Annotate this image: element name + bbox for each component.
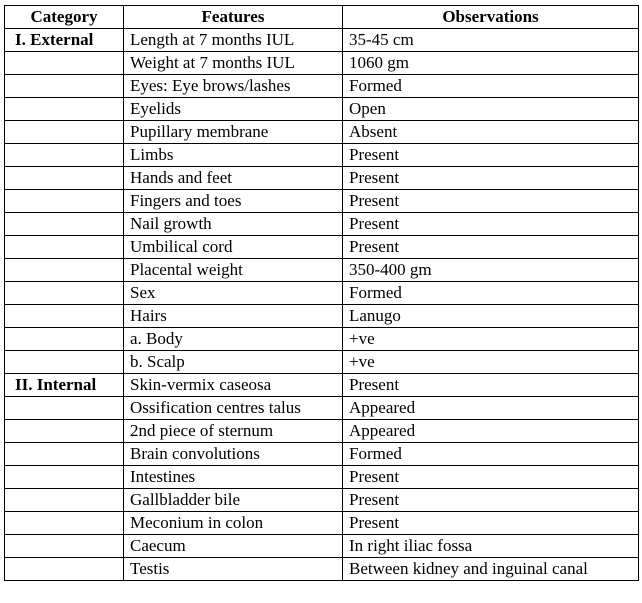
table-row <box>5 190 639 213</box>
feature-cell: Skin-vermix caseosa <box>124 374 343 397</box>
feature-cell: Nail growth <box>124 213 343 236</box>
feature-cell: Gallbladder bile <box>124 489 343 512</box>
category-cell <box>5 466 124 489</box>
feature-cell: Weight at 7 months IUL <box>124 52 343 75</box>
table-row <box>5 167 639 190</box>
observation-cell: 35-45 cm <box>343 29 639 52</box>
category-cell <box>5 98 124 121</box>
category-cell <box>5 213 124 236</box>
observation-cell: 1060 gm <box>343 52 639 75</box>
feature-cell: Intestines <box>124 466 343 489</box>
category-cell <box>5 144 124 167</box>
observation-cell: +ve <box>343 328 639 351</box>
category-cell <box>5 558 124 581</box>
category-cell: II. Internal <box>5 374 124 397</box>
observation-cell: Formed <box>343 75 639 98</box>
observation-cell: Present <box>343 512 639 535</box>
category-cell <box>5 121 124 144</box>
feature-cell: Ossification centres talus <box>124 397 343 420</box>
category-cell <box>5 52 124 75</box>
table-row <box>5 52 639 75</box>
category-cell <box>5 282 124 305</box>
feature-cell: 2nd piece of sternum <box>124 420 343 443</box>
observation-cell: In right iliac fossa <box>343 535 639 558</box>
category-cell <box>5 420 124 443</box>
table-row <box>5 466 639 489</box>
feature-cell: Brain convolutions <box>124 443 343 466</box>
category-cell <box>5 328 124 351</box>
feature-cell: Testis <box>124 558 343 581</box>
category-cell <box>5 167 124 190</box>
observation-cell: Lanugo <box>343 305 639 328</box>
table-row <box>5 512 639 535</box>
category-cell <box>5 512 124 535</box>
header-observations: Observations <box>343 6 639 29</box>
feature-cell: Hairs <box>124 305 343 328</box>
observation-cell: Present <box>343 144 639 167</box>
table-row <box>5 420 639 443</box>
observation-cell: Present <box>343 190 639 213</box>
table-row <box>5 397 639 420</box>
observation-cell: 350-400 gm <box>343 259 639 282</box>
table-row <box>5 144 639 167</box>
observation-cell: Appeared <box>343 420 639 443</box>
feature-cell: Meconium in colon <box>124 512 343 535</box>
table-row <box>5 374 639 397</box>
category-cell <box>5 259 124 282</box>
table-row <box>5 75 639 98</box>
observation-cell: Appeared <box>343 397 639 420</box>
feature-cell: Length at 7 months IUL <box>124 29 343 52</box>
category-cell <box>5 397 124 420</box>
table-row <box>5 236 639 259</box>
feature-cell: Limbs <box>124 144 343 167</box>
feature-cell: b. Scalp <box>124 351 343 374</box>
table-body <box>5 29 639 581</box>
observation-cell: Present <box>343 466 639 489</box>
category-cell <box>5 443 124 466</box>
table-row <box>5 29 639 52</box>
fetal-features-table <box>4 5 639 581</box>
category-cell <box>5 305 124 328</box>
table-row <box>5 121 639 144</box>
table-row <box>5 259 639 282</box>
table-row <box>5 213 639 236</box>
table-row <box>5 328 639 351</box>
feature-cell: Caecum <box>124 535 343 558</box>
feature-cell: Hands and feet <box>124 167 343 190</box>
header-category: Category <box>5 6 124 29</box>
table-row <box>5 443 639 466</box>
observation-cell: Formed <box>343 443 639 466</box>
category-cell <box>5 75 124 98</box>
table-header-row <box>5 6 639 29</box>
feature-cell: Eyes: Eye brows/lashes <box>124 75 343 98</box>
feature-cell: Pupillary membrane <box>124 121 343 144</box>
category-cell <box>5 351 124 374</box>
observation-cell: Formed <box>343 282 639 305</box>
table-row <box>5 98 639 121</box>
observation-cell: Present <box>343 489 639 512</box>
feature-cell: Eyelids <box>124 98 343 121</box>
table-row <box>5 535 639 558</box>
category-cell: I. External <box>5 29 124 52</box>
feature-cell: Placental weight <box>124 259 343 282</box>
category-cell <box>5 489 124 512</box>
table-row <box>5 351 639 374</box>
observation-cell: Open <box>343 98 639 121</box>
observation-cell: +ve <box>343 351 639 374</box>
table-row <box>5 489 639 512</box>
category-cell <box>5 190 124 213</box>
feature-cell: Sex <box>124 282 343 305</box>
table-row <box>5 282 639 305</box>
observation-cell: Absent <box>343 121 639 144</box>
observation-cell: Between kidney and inguinal canal <box>343 558 639 581</box>
observation-cell: Present <box>343 236 639 259</box>
category-cell <box>5 236 124 259</box>
table-row <box>5 558 639 581</box>
observation-cell: Present <box>343 167 639 190</box>
table-row <box>5 305 639 328</box>
header-features: Features <box>124 6 343 29</box>
feature-cell: Umbilical cord <box>124 236 343 259</box>
observation-cell: Present <box>343 213 639 236</box>
observation-cell: Present <box>343 374 639 397</box>
category-cell <box>5 535 124 558</box>
feature-cell: Fingers and toes <box>124 190 343 213</box>
feature-cell: a. Body <box>124 328 343 351</box>
